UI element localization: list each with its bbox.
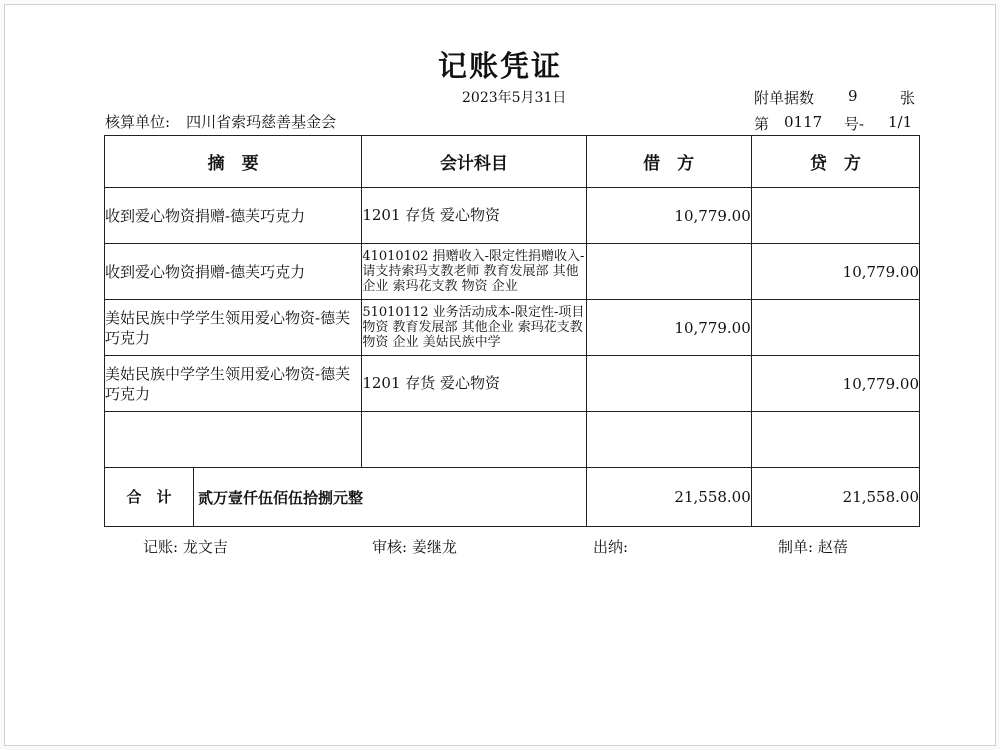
row-account: 41010102 捐赠收入-限定性捐赠收入-请支持索玛支教老师 教育发展部 其他企业 索玛花支教 物资 企业 (362, 244, 586, 300)
total-label: 合 计 (126, 487, 172, 506)
header-summary: 摘 要 (105, 136, 362, 188)
voucher-no: 0117 (784, 113, 823, 131)
row-summary (105, 412, 362, 468)
row-debit: 10,779.00 (586, 300, 751, 356)
row-credit (751, 188, 919, 244)
table-row (105, 300, 920, 356)
total-debit: 21,558.00 (586, 468, 751, 527)
voucher-title: 记账凭证 (437, 49, 562, 83)
row-credit (751, 412, 919, 468)
row-summary: 收到爱心物资捐赠-德芙巧克力 (105, 244, 362, 300)
voucher-date: 2023年5月31日 (462, 90, 567, 106)
row-account: 1201 存货 爱心物资 (362, 356, 586, 412)
header-account: 会计科目 (362, 136, 586, 188)
total-amount-words: 贰万壹仟伍佰伍拾捌元整 (198, 488, 364, 507)
total-row (105, 468, 920, 527)
total-credit: 21,558.00 (751, 468, 919, 527)
table-row-empty (105, 412, 920, 468)
row-credit (751, 300, 919, 356)
row-debit: 10,779.00 (586, 188, 751, 244)
accounting-unit-label: 核算单位: (105, 113, 171, 131)
header-debit: 借 方 (586, 136, 751, 188)
row-account (362, 412, 586, 468)
table-row (105, 356, 920, 412)
row-summary: 收到爱心物资捐赠-德芙巧克力 (105, 188, 362, 244)
attachments-label: 附单据数 (754, 89, 815, 107)
header-credit: 贷 方 (751, 136, 919, 188)
total-cell (105, 468, 587, 527)
row-account: 1201 存货 爱心物资 (362, 188, 586, 244)
row-summary: 美姑民族中学学生领用爱心物资-德芙巧克力 (105, 356, 362, 412)
table-row (105, 244, 920, 300)
row-credit: 10,779.00 (751, 244, 919, 300)
voucher-suffix: 号- (844, 115, 865, 133)
row-debit (586, 356, 751, 412)
accounting-unit (105, 111, 336, 132)
row-account: 51010112 业务活动成本-限定性-项目物资 教育发展部 其他企业 索玛花支教 物资 企业 美姑民族中学 (362, 300, 586, 356)
attachments-unit: 张 (900, 89, 916, 107)
accounting-unit-name: 四川省索玛慈善基金会 (186, 113, 337, 131)
preparer-signature: 制单: 赵蓓 (778, 538, 848, 556)
voucher-prefix: 第 (754, 115, 770, 133)
reviewer-signature: 审核: 姜继龙 (372, 538, 457, 556)
bookkeeper-signature: 记账: 龙文吉 (143, 538, 228, 556)
cashier-signature: 出纳: (593, 538, 629, 556)
row-credit: 10,779.00 (751, 356, 919, 412)
header-row (105, 136, 920, 188)
voucher-page: 1/1 (888, 113, 913, 131)
row-debit (586, 244, 751, 300)
row-summary: 美姑民族中学学生领用爱心物资-德芙巧克力 (105, 300, 362, 356)
table-row (105, 188, 920, 244)
voucher-table (104, 135, 920, 527)
row-debit (586, 412, 751, 468)
attachments-count: 9 (848, 87, 858, 105)
